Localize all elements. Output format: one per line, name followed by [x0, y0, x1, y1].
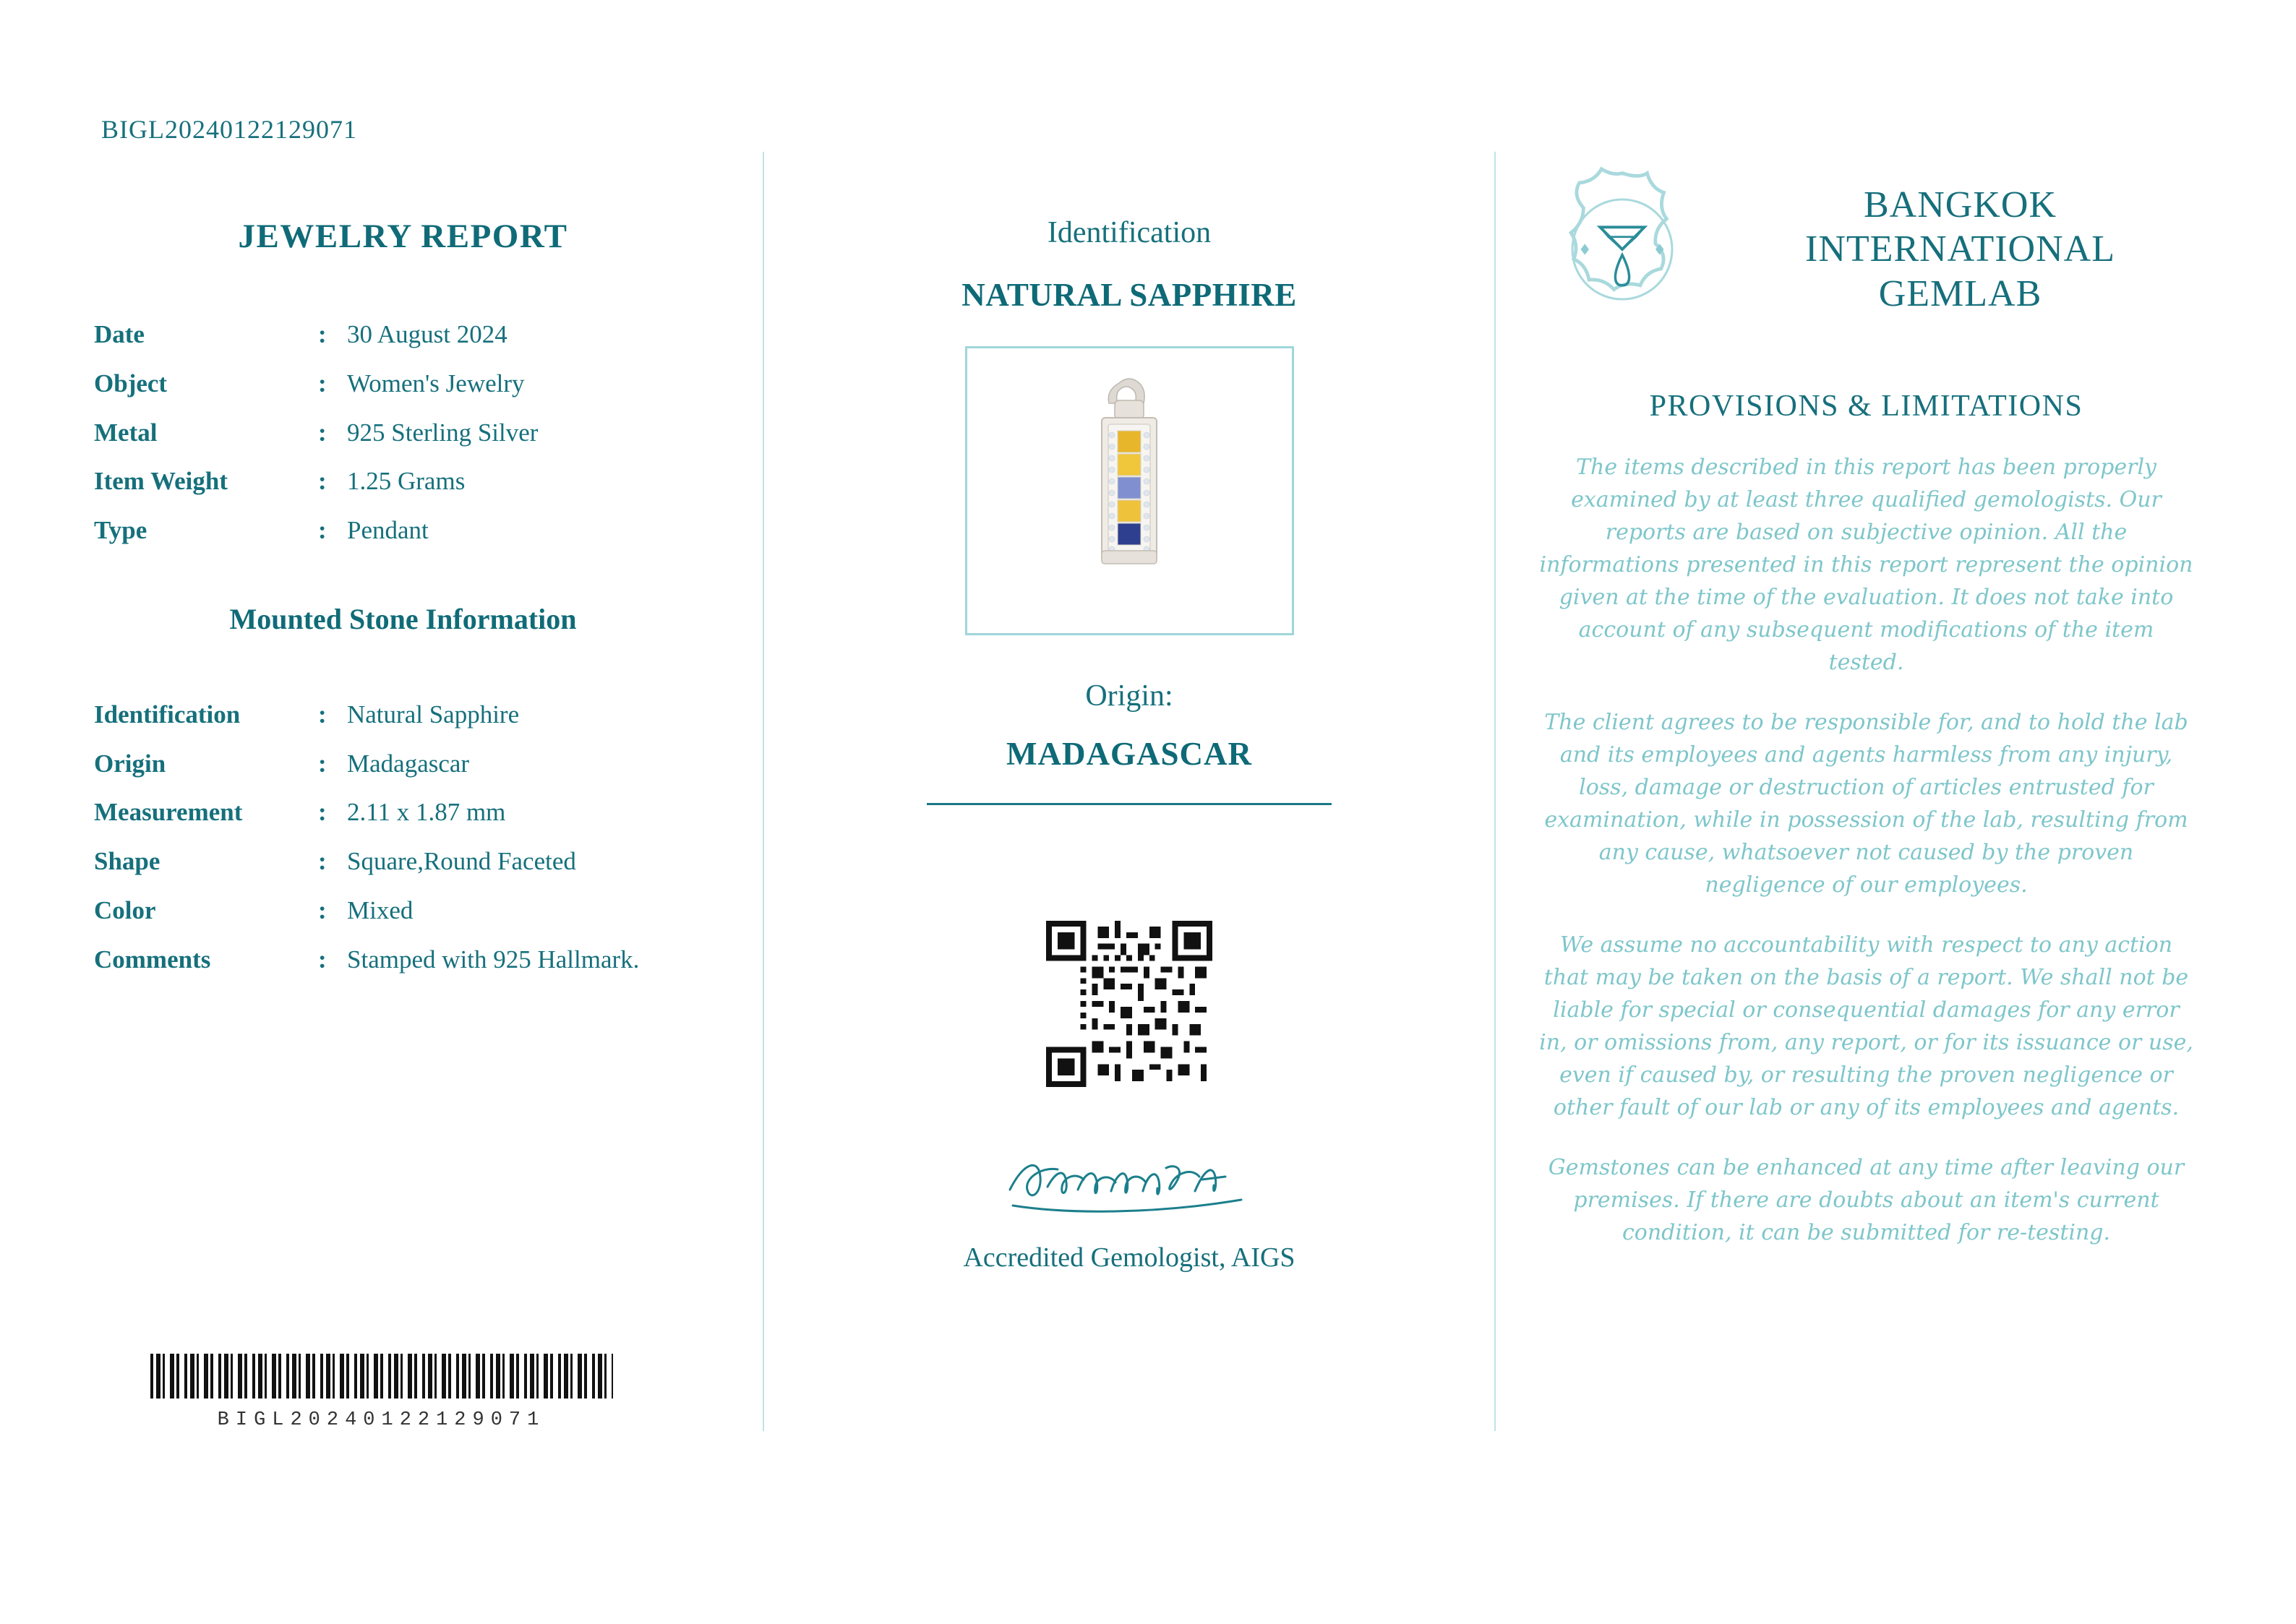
- qr-code-icon[interactable]: [1046, 921, 1212, 1087]
- right-column: [1496, 152, 2258, 1445]
- field-colon: :: [318, 418, 327, 447]
- gem-photo-frame: [965, 346, 1294, 635]
- brand-header: [1539, 166, 2193, 332]
- provisions-paragraph: Gemstones can be enhanced at any time after leaving our premises. If there are doubts about an item's current condition, it can be submitted for re-testing.: [1548, 1155, 2185, 1245]
- pendant-photo: [1057, 371, 1201, 610]
- field-value: Stamped with 925 Hallmark.: [347, 945, 640, 974]
- gemologist-caption: Accredited Gemologist, AIGS: [963, 1242, 1295, 1273]
- field-colon: :: [318, 895, 327, 924]
- barcode-label: BIGL20240122129071: [217, 1409, 546, 1431]
- report-columns: [0, 152, 2296, 1445]
- table-row: [94, 837, 712, 886]
- left-column: [0, 152, 763, 1445]
- table-row: [94, 886, 712, 935]
- field-key: Date: [94, 320, 145, 348]
- identification-label: Identification: [1047, 216, 1212, 249]
- gemlab-logo-icon: [1539, 166, 1705, 332]
- page-title: JEWELRY REPORT: [238, 218, 568, 255]
- table-row: [94, 788, 712, 837]
- field-key: Type: [94, 516, 147, 544]
- field-colon: :: [318, 700, 327, 729]
- field-colon: :: [318, 798, 327, 827]
- field-value: 1.25 Grams: [347, 467, 466, 496]
- field-key: Measurement: [94, 798, 243, 827]
- signature-block: [808, 1139, 1451, 1226]
- field-colon: :: [318, 847, 327, 875]
- provisions-paragraph: The client agrees to be responsible for, and to hold the lab and its employees and agents harmless from any injury, loss, damage or destruction of articles entrusted for examination, while in possession of the lab, resulting from any cause, whatsoever not caused by the proven negligence of our employees.: [1544, 710, 2188, 898]
- table-row: [94, 359, 712, 408]
- table-row: [94, 739, 712, 789]
- origin-value: MADAGASCAR: [1006, 736, 1252, 772]
- middle-column: [764, 152, 1494, 1445]
- field-value: Madagascar: [347, 749, 470, 778]
- middle-divider: [927, 803, 1332, 805]
- field-value: Natural Sapphire: [347, 700, 520, 729]
- field-key: Metal: [94, 418, 158, 447]
- table-row: [94, 506, 712, 555]
- qr-code-block[interactable]: [808, 921, 1451, 1087]
- field-value: 925 Sterling Silver: [347, 418, 539, 447]
- provisions-paragraph: We assume no accountability with respect to any action that may be taken on the basis of a report. We shall not be liable for special or consequential damages for any error in, or omissions from, any report, or for its issuance or use, even if caused by, or resulting the proven negligence or other fault of our lab or any of its employees and agents.: [1539, 932, 2193, 1120]
- field-key: Object: [94, 369, 168, 398]
- field-colon: :: [318, 749, 327, 778]
- table-row: [94, 408, 712, 457]
- report-id: BIGL20240122129071: [101, 115, 357, 144]
- field-colon: :: [318, 320, 327, 348]
- field-key: Color: [94, 895, 156, 924]
- field-value: Square,Round Faceted: [347, 847, 576, 875]
- origin-label: Origin:: [1085, 679, 1173, 713]
- field-key: Origin: [94, 749, 166, 778]
- section-title-mounted-stone: Mounted Stone Information: [229, 602, 577, 635]
- provisions-paragraph: The items described in this report has been properly examined by at least three qualified gemologists. Our reports are based on subjective opinion. All the informations presented in this report represent the opinion given at the time of the evaluation. It does not take into account of any subsequent modifications of the item tested.: [1539, 455, 2193, 675]
- field-key: Identification: [94, 700, 241, 729]
- field-value: Pendant: [347, 516, 429, 544]
- table-row: [94, 935, 712, 984]
- field-value: Mixed: [347, 895, 414, 924]
- brand-title: BANGKOK INTERNATIONAL GEMLAB: [1805, 184, 2115, 314]
- barcode-block: [0, 1354, 763, 1431]
- field-value: 2.11 x 1.87 mm: [347, 798, 506, 827]
- field-colon: :: [318, 516, 327, 544]
- barcode-image: [150, 1354, 613, 1399]
- field-key: Shape: [94, 847, 160, 875]
- general-info-table: [94, 310, 712, 555]
- table-row: [94, 690, 712, 739]
- field-colon: :: [318, 369, 327, 398]
- field-colon: :: [318, 467, 327, 496]
- identification-value: NATURAL SAPPHIRE: [961, 277, 1297, 313]
- provisions-title: PROVISIONS & LIMITATIONS: [1649, 390, 2083, 423]
- field-key: Comments: [94, 945, 211, 974]
- table-row: [94, 310, 712, 359]
- field-colon: :: [318, 945, 327, 974]
- field-value: Women's Jewelry: [347, 369, 525, 398]
- signature-icon: [995, 1139, 1263, 1226]
- field-key: Item Weight: [94, 467, 228, 496]
- field-value: 30 August 2024: [347, 320, 507, 348]
- stone-info-table: [94, 690, 712, 984]
- table-row: [94, 457, 712, 506]
